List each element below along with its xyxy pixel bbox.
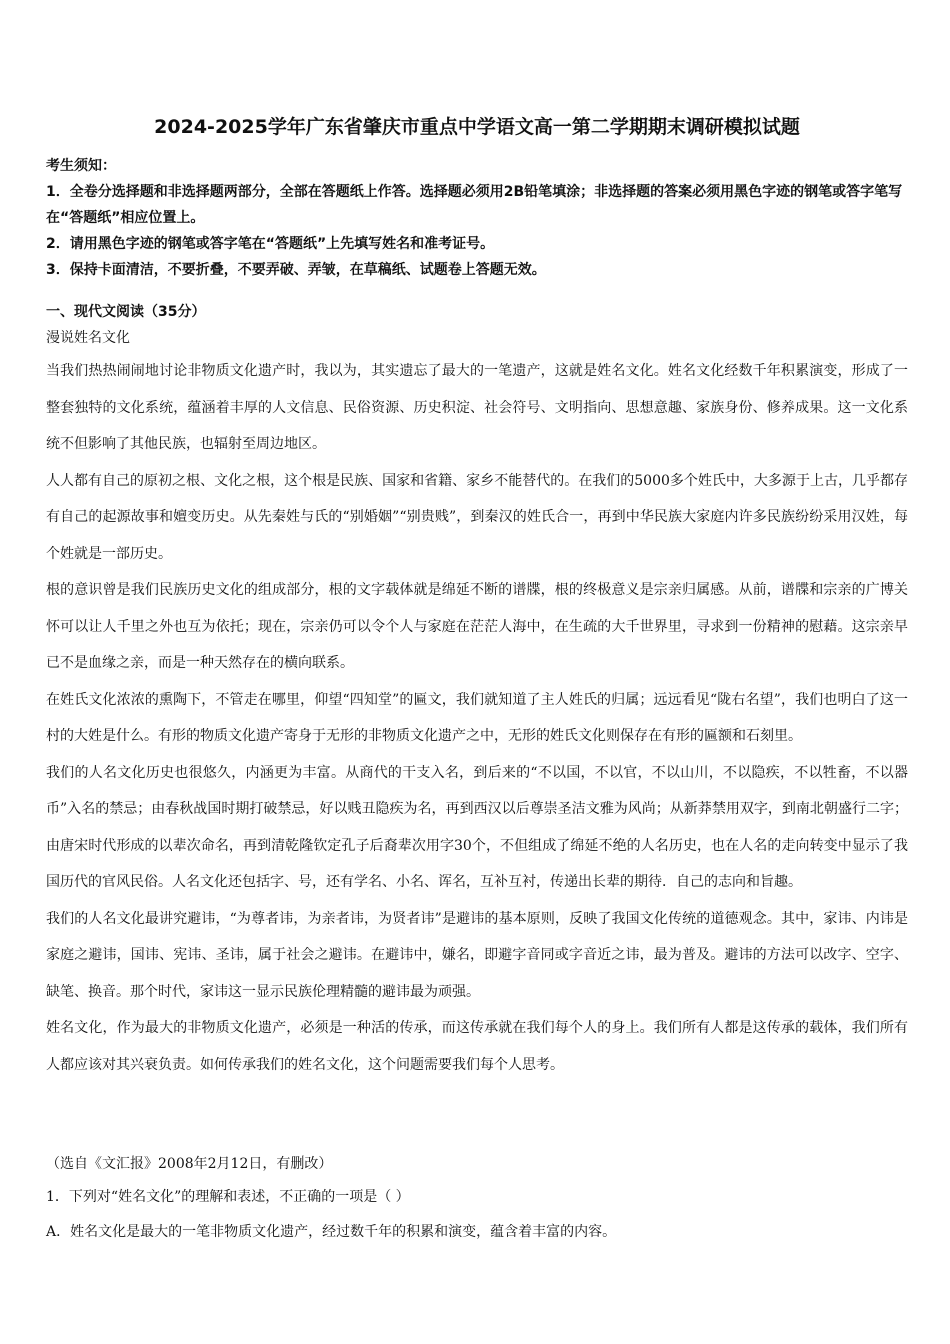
- paragraph: 在姓氏文化浓浓的熏陶下，不管走在哪里，仰望“四知堂”的匾文，我们就知道了主人姓氏的归属；远远看见“陇右名望”，我们也明白了这一村的大姓是什么。有形的物质文化遗产寄身于无形的非物质文化遗产之中，无形的姓氏文化则保存在有形的匾额和石刻里。: [46, 691, 908, 744]
- page-title: 2024-2025学年广东省肇庆市重点中学语文高一第二学期期末调研模拟试题: [154, 116, 800, 138]
- paragraph: 姓名文化，作为最大的非物质文化遗产，必须是一种活的传承，而这传承就在我们每个人的身上。我们所有人都是这传承的载体，我们所有人都应该对其兴衰负责。如何传承我们的姓名文化，这个问题需要我们每个人思考。: [46, 1020, 908, 1073]
- paragraph: 我们的人名文化最讲究避讳，“为尊者讳，为亲者讳，为贤者讳”是避讳的基本原则，反映了我国文化传统的道德观念。其中，家讳、内讳是家庭之避讳，国讳、宪讳、圣讳，属于社会之避讳。在避讳中，嫌名，即避字音同或字音近之讳，最为普及。避讳的方法可以改字、空字、缺笔、换音。那个时代，家讳这一显示民族伦理精髓的避讳最为顽强。: [46, 910, 908, 1000]
- notice-item-2: 2．请用黑色字迹的钢笔或答字笔在“答题纸”上先填写姓名和准考证号。: [46, 236, 495, 252]
- paragraph: 人人都有自己的原初之根、文化之根，这个根是民族、国家和省籍、家乡不能替代的。在我们的5000多个姓氏中，大多源于上古，几乎都存有自己的起源故事和嬗变历史。从先秦姓与氏的“别婚姻”“别贵贱”，到秦汉的姓氏合一，再到中华民族大家庭内许多民族纷纷采用汉姓，每个姓就是一部历史。: [46, 472, 908, 562]
- question-1: 1．下列对“姓名文化”的理解和表述，不正确的一项是（ ）: [46, 1189, 410, 1205]
- paragraph: 当我们热热闹闹地讨论非物质文化遗产时，我以为，其实遗忘了最大的一笔遗产，这就是姓名文化。姓名文化经数千年积累演变，形成了一整套独特的文化系统，蕴涵着丰厚的人文信息、民俗资源、历史积淀、社会符号、文明指向、思想意趣、家族身份、修养成果。这一文化系统不但影响了其他民族，也辐射至周边地区。: [46, 363, 908, 452]
- section-heading: 一、现代文阅读（35分）: [46, 304, 206, 320]
- notice-item-1: 1．全卷分选择题和非选择题两部分，全部在答题纸上作答。选择题必须用2B铅笔填涂；非选择题的答案必须用黑色字迹的钢笔或答字笔写在“答题纸”相应位置上。: [46, 184, 903, 226]
- paragraph: 根的意识曾是我们民族历史文化的组成部分，根的文字载体就是绵延不断的谱牒，根的终极意义是宗亲归属感。从前，谱牒和宗亲的广博关怀可以让人千里之外也互为依托；现在，宗亲仍可以令个人与家庭在茫茫人海中，在生疏的大千世界里，寻求到一份精神的慰藉。这宗亲早已不是血缘之亲，而是一种天然存在的横向联系。: [46, 582, 908, 671]
- article-source: （选自《文汇报》2008年2月12日，有删改）: [46, 1156, 333, 1172]
- paragraph: 我们的人名文化历史也很悠久，内涵更为丰富。从商代的干支入名，到后来的“不以国，不以官，不以山川，不以隐疾，不以牲畜，不以器币”入名的禁忌；由春秋战国时期打破禁忌，好以贱丑隐疾为名，再到西汉以后尊崇圣洁文雅为风尚；从新莽禁用双字，到南北朝盛行二字；由唐宋时代形成的以辈次命名，再到清乾隆钦定孔子后裔辈次用字30个，不但组成了绵延不绝的人名历史，也在人名的走向转变中显示了我国历代的官风民俗。人名文化还包括字、号，还有学名、小名、诨名，互补互衬，传递出长辈的期待．自己的志向和旨趣。: [46, 764, 908, 890]
- article-title: 漫说姓名文化: [46, 330, 130, 346]
- candidate-notice: [46, 153, 908, 283]
- question-1-option-a: A．姓名文化是最大的一笔非物质文化遗产，经过数千年的积累和演变，蕴含着丰富的内容。: [46, 1224, 617, 1240]
- article-body: [46, 353, 908, 1083]
- notice-heading: 考生须知：: [46, 158, 116, 174]
- notice-item-3: 3．保持卡面清洁，不要折叠，不要弄破、弄皱，在草稿纸、试题卷上答题无效。: [46, 262, 546, 278]
